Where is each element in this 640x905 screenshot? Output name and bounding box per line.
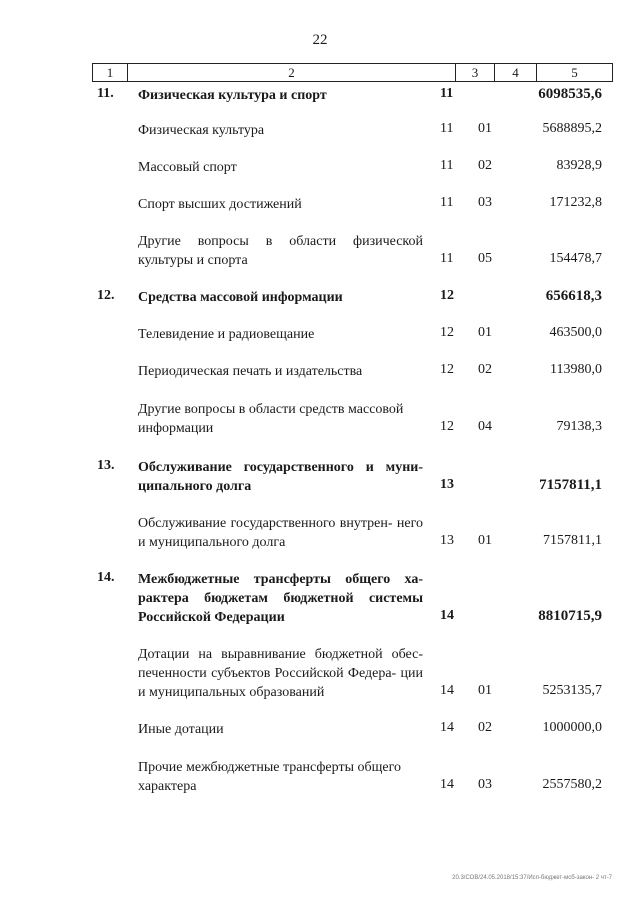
row-name: Физическая культура и спорт (138, 88, 327, 103)
row-code-subsection: 04 (478, 419, 492, 434)
row-amount: 113980,0 (550, 362, 602, 377)
row-amount: 463500,0 (549, 325, 602, 340)
row-code-subsection: 02 (478, 720, 492, 735)
section-number: 13. (97, 458, 115, 473)
row-amount: 7157811,1 (539, 477, 602, 493)
row-amount: 83928,9 (556, 158, 602, 173)
row-name: Спорт высших достижений (138, 197, 302, 212)
row-code-subsection: 01 (478, 325, 492, 340)
row-amount: 171232,8 (549, 195, 602, 210)
row-name: Межбюджетные трансферты общего ха- рактера бюджетам бюджетной системы Российской Федерации (138, 572, 423, 625)
row-code-subsection: 02 (478, 158, 492, 173)
row-code-subsection: 01 (478, 121, 492, 136)
row-code-section: 14 (440, 608, 454, 623)
row-name: Физическая культура (138, 123, 265, 138)
row-code-section: 12 (440, 419, 454, 434)
row-code-subsection: 03 (478, 195, 492, 210)
row-code-section: 11 (440, 251, 454, 266)
row-code-subsection: 02 (478, 362, 492, 377)
row-amount: 5688895,2 (542, 121, 602, 136)
row-amount: 154478,7 (549, 251, 602, 266)
row-name: Обслуживание государственного внутрен- него и муниципального долга (138, 516, 423, 550)
row-name: Массовый спорт (138, 160, 237, 175)
row-name: Обслуживание государственного и муни- ципального долга (138, 460, 423, 494)
row-code-subsection: 01 (478, 533, 492, 548)
row-code-section: 14 (440, 720, 454, 735)
row-name: Телевидение и радиовещание (138, 327, 315, 342)
row-code-section: 11 (440, 121, 454, 136)
row-name: Средства массовой информации (138, 290, 343, 305)
row-amount: 7157811,1 (543, 533, 602, 548)
row-amount: 6098535,6 (538, 86, 602, 102)
header-col-3: 3 (456, 64, 495, 81)
row-name: Дотации на выравнивание бюджетной обес- печенности субъектов Российской Федера- ции и муниципальных образований (138, 647, 423, 700)
row-amount: 79138,3 (556, 419, 602, 434)
row-code-section: 13 (440, 477, 454, 492)
row-amount: 2557580,2 (542, 777, 602, 792)
row-code-section: 14 (440, 777, 454, 792)
row-amount: 656618,3 (545, 288, 602, 304)
footer-stamp: 20.3/СОВ/24.05.2018/15:37/Исп-бюджет-мсб-закон- 2 чт-7 (452, 875, 612, 881)
row-name: Периодическая печать и издательства (138, 364, 363, 379)
row-amount: 5253135,7 (542, 683, 602, 698)
row-code-section: 11 (440, 195, 454, 210)
row-code-subsection: 03 (478, 777, 492, 792)
header-col-5: 5 (571, 65, 578, 80)
row-code-section: 12 (440, 362, 454, 377)
row-code-section: 12 (440, 325, 454, 340)
section-number: 14. (97, 570, 115, 585)
row-name: Другие вопросы в области физической культуры и спорта (138, 234, 423, 268)
section-number: 11. (97, 86, 114, 101)
row-code-section: 12 (440, 288, 454, 303)
header-col-2: 2 (128, 64, 456, 81)
page-number: 22 (312, 32, 328, 48)
row-code-section: 14 (440, 683, 454, 698)
row-code-section: 11 (440, 86, 454, 101)
row-name: Иные дотации (138, 722, 224, 737)
header-col-1: 1 (93, 64, 128, 81)
row-amount: 8810715,9 (538, 608, 602, 624)
header-col-4: 4 (495, 64, 537, 81)
row-code-subsection: 05 (478, 251, 492, 266)
row-code-subsection: 01 (478, 683, 492, 698)
row-code-section: 11 (440, 158, 454, 173)
row-code-section: 13 (440, 533, 454, 548)
table-header (92, 63, 613, 82)
row-name: Прочие межбюджетные трансферты общего характера (138, 760, 401, 794)
row-amount: 1000000,0 (542, 720, 602, 735)
section-number: 12. (97, 288, 115, 303)
row-name: Другие вопросы в области средств массовой информации (138, 402, 404, 436)
